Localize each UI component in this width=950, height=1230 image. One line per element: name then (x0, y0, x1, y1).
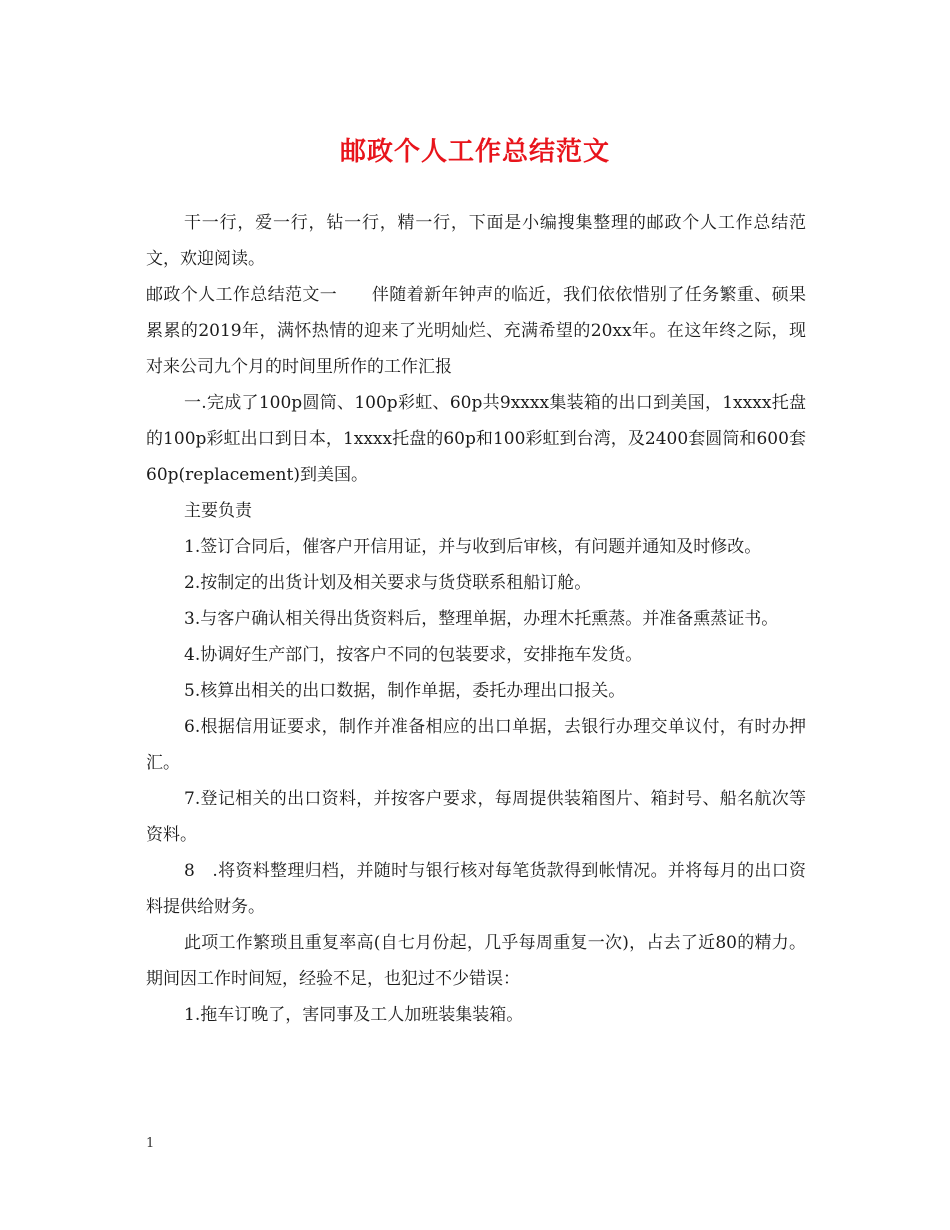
paragraph-duty-2: 2.按制定的出货计划及相关要求与货贷联系租船订舱。 (184, 573, 592, 593)
paragraph-duty-7: 7.登记相关的出口资料，并按客户要求，每周提供装箱图片、箱封号、船名航次等资料。 (146, 789, 806, 845)
paragraph-duty-1: 1.签订合同后，催客户开信用证，并与收到后审核，有问题并通知及时修改。 (184, 537, 762, 557)
paragraph-duty-5: 5.核算出相关的出口数据，制作单据，委托办理出口报关。 (184, 681, 626, 701)
paragraph-mistake-1: 1.拖车订晚了，害同事及工人加班装集装箱。 (184, 1005, 524, 1025)
paragraph-workload-note: 此项工作繁琐且重复率高(自七月份起，几乎每周重复一次)，占去了近80的精力。期间因工作时间短，经验不足，也犯过不少错误： (146, 933, 806, 989)
paragraph-duty-4: 4.协调好生产部门，按客户不同的包装要求，安排拖车发货。 (184, 645, 643, 665)
paragraph-achievements: 一.完成了100p圆筒、100p彩虹、60p共9xxxx集装箱的出口到美国，1xxxx托盘的100p彩虹出口到日本，1xxxx托盘的60p和100彩虹到台湾，及2400套圆筒和600套60p(replacement)到美国。 (146, 393, 806, 485)
paragraph-intro: 干一行，爱一行，钻一行，精一行，下面是小编搜集整理的邮政个人工作总结范文，欢迎阅读。 (146, 213, 806, 269)
paragraph-duty-8: 8 .将资料整理归档，并随时与银行核对每笔货款得到帐情况。并将每月的出口资料提供给财务。 (146, 861, 806, 917)
document-title: 邮政个人工作总结范文 (339, 137, 610, 167)
page-number: 1 (146, 1136, 155, 1151)
paragraph-main-duties-heading: 主要负责 (184, 501, 252, 521)
paragraph-duty-6: 6.根据信用证要求，制作并准备相应的出口单据，去银行办理交单议付，有时办押汇。 (146, 717, 806, 773)
paragraph-duty-3: 3.与客户确认相关得出货资料后，整理单据，办理木托熏蒸。并准备熏蒸证书。 (184, 609, 779, 629)
document-body (146, 205, 806, 1033)
paragraph-section-heading: 邮政个人工作总结范文一 伴随着新年钟声的临近，我们依依惜别了任务繁重、硕果累累的2019年，满怀热情的迎来了光明灿烂、充满希望的20xx年。在这年终之际，现对来公司九个月的时间里所作的工作汇报 (146, 285, 806, 377)
